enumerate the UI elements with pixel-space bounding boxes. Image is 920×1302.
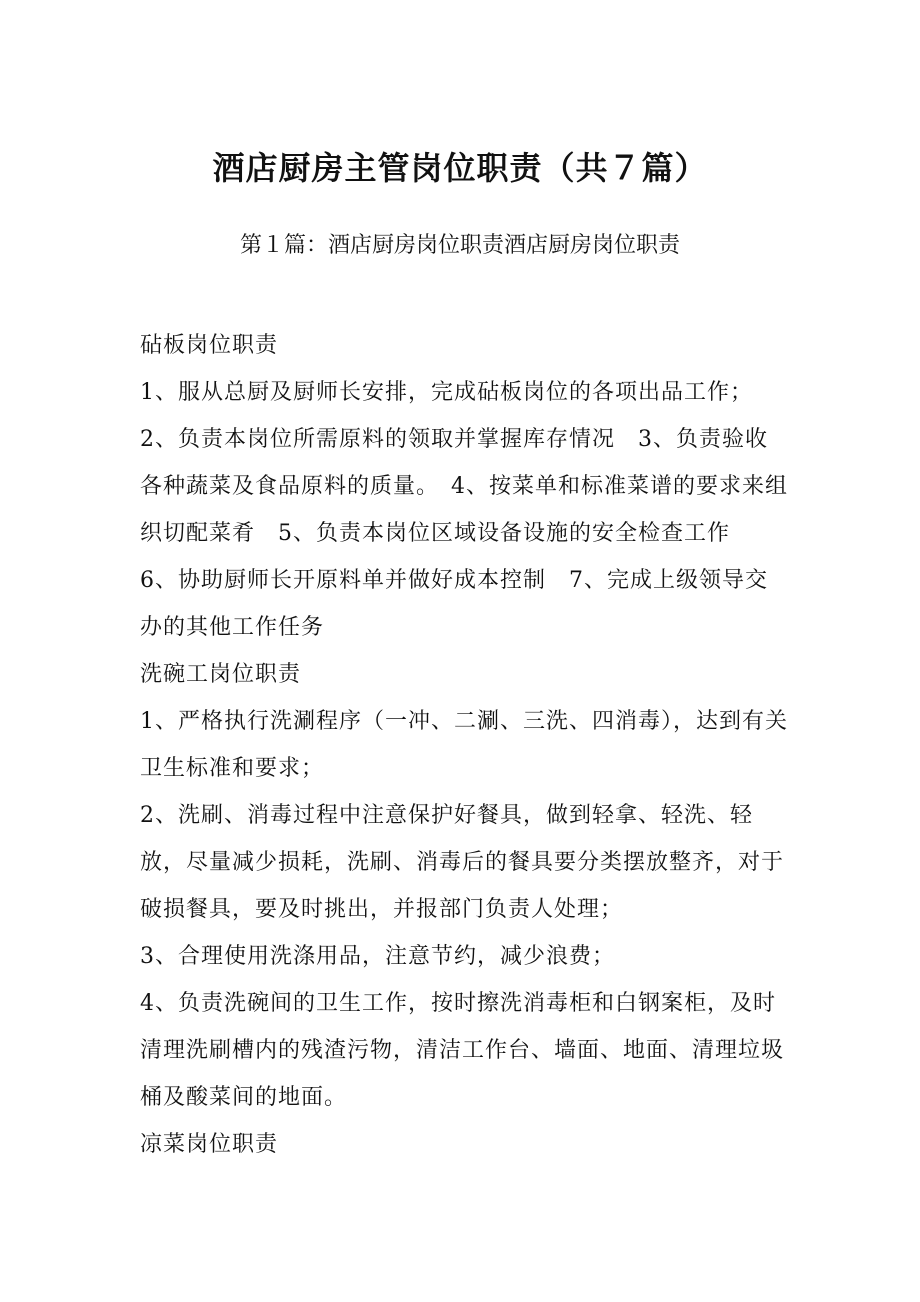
- document-title: 酒店厨房主管岗位职责（共７篇）: [212, 149, 708, 187]
- paragraph: 1、服从总厨及厨师长安排，完成砧板岗位的各项出品工作；: [140, 380, 753, 405]
- section-heading-dishwasher: 洗碗工岗位职责: [140, 662, 302, 687]
- paragraph: 2、洗刷、消毒过程中注意保护好餐具，做到轻拿、轻洗、轻放，尽量减少损耗，洗刷、消毒后的餐具要分类摆放整齐，对于破损餐具，要及时挑出，并报部门负责人处理；: [140, 803, 785, 922]
- document-subtitle: 第１篇：酒店厨房岗位职责酒店厨房岗位职责: [239, 233, 680, 258]
- paragraph: 2、负责本岗位所需原料的领取并掌握库存情况 3、负责验收各种蔬菜及食品原料的质量。 4、按菜单和标准菜谱的要求来组织切配菜肴 5、负责本岗位区域设备设施的安全检查工作 6、协助厨师长开原料单并做好成本控制 7、完成上级领导交办的其他工作任务: [140, 427, 788, 640]
- section-heading-chopping-board: 砧板岗位职责: [140, 333, 279, 358]
- paragraph: 3、合理使用洗涤用品，注意节约，减少浪费；: [140, 944, 615, 969]
- section-heading-cold-dishes: 凉菜岗位职责: [140, 1132, 279, 1157]
- paragraph: 1、严格执行洗涮程序（一冲、二涮、三洗、四消毒），达到有关卫生标准和要求；: [140, 709, 788, 781]
- document-body: [140, 322, 790, 1168]
- paragraph: 4、负责洗碗间的卫生工作，按时擦洗消毒柜和白钢案柜，及时清理洗刷槽内的残渣污物，清洁工作台、墙面、地面、清理垃圾桶及酸菜间的地面。: [140, 991, 785, 1110]
